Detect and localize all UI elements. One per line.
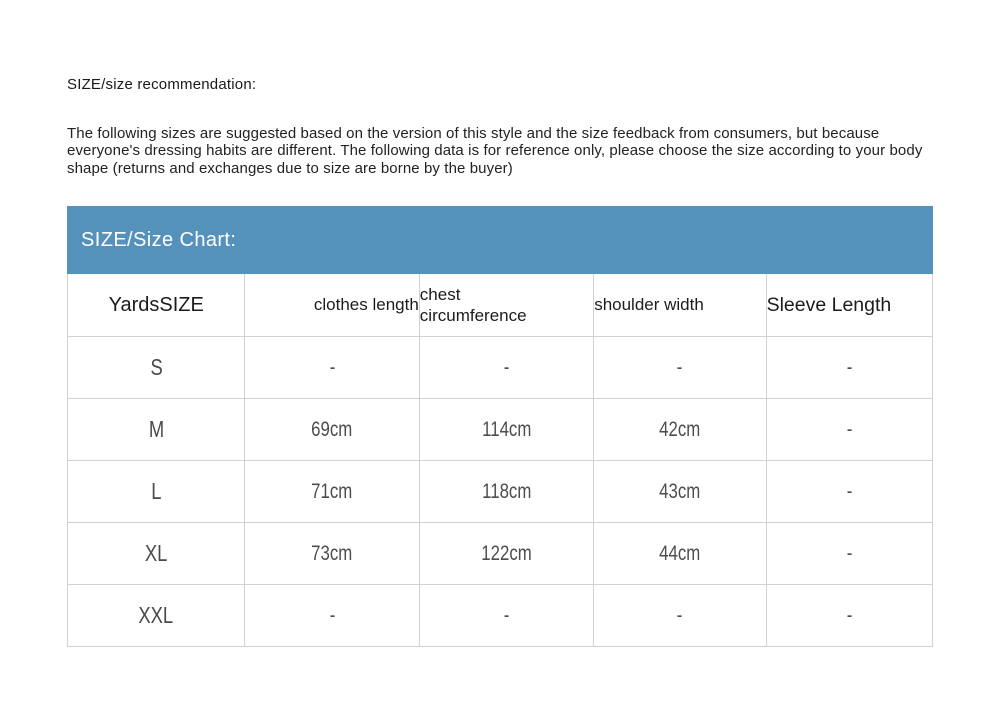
column-header-yards-size: YardsSIZE xyxy=(68,274,245,337)
table-row-l xyxy=(68,461,933,523)
size-chart-header-label: SIZE/Size Chart: xyxy=(81,228,237,251)
value-cell: 43cm xyxy=(594,461,766,523)
value-cell: - xyxy=(766,461,932,523)
value-cell: 122cm xyxy=(419,523,593,585)
value-cell: 42cm xyxy=(594,399,766,461)
value-cell: - xyxy=(766,585,932,647)
size-recommendation-title: SIZE/size recommendation: xyxy=(67,76,257,93)
size-chart-table xyxy=(67,274,933,647)
value-cell: - xyxy=(766,337,932,399)
value-cell: - xyxy=(766,523,932,585)
value-cell: - xyxy=(419,337,593,399)
column-header-sleeve-length: Sleeve Length xyxy=(766,274,932,337)
value-cell: 44cm xyxy=(594,523,766,585)
size-cell: S xyxy=(68,337,245,399)
table-row-m xyxy=(68,399,933,461)
size-cell: L xyxy=(68,461,245,523)
value-cell: - xyxy=(594,585,766,647)
value-cell: 71cm xyxy=(245,461,419,523)
table-header-row xyxy=(68,274,933,337)
size-recommendation-description: The following sizes are suggested based on the version of this style and the size feedback from consumers, but because everyone's dressing habits are different. The following data is for reference only, please choose the size according to your body shape (returns and exchanges due to size are borne by the buyer) xyxy=(67,125,923,177)
value-cell: 73cm xyxy=(245,523,419,585)
value-cell: 69cm xyxy=(245,399,419,461)
table-row-s xyxy=(68,337,933,399)
column-header-chest-circumference: chest circumference xyxy=(419,274,593,337)
value-cell: - xyxy=(245,585,419,647)
value-cell: 118cm xyxy=(419,461,593,523)
size-cell: M xyxy=(68,399,245,461)
size-cell: XXL xyxy=(68,585,245,647)
size-chart-header-bar xyxy=(67,206,933,274)
value-cell: 114cm xyxy=(419,399,593,461)
value-cell: - xyxy=(245,337,419,399)
value-cell: - xyxy=(594,337,766,399)
table-row-xl xyxy=(68,523,933,585)
table-row-xxl xyxy=(68,585,933,647)
column-header-shoulder-width: shoulder width xyxy=(594,274,766,337)
size-cell: XL xyxy=(68,523,245,585)
value-cell: - xyxy=(419,585,593,647)
value-cell: - xyxy=(766,399,932,461)
column-header-clothes-length: clothes length xyxy=(245,274,419,337)
